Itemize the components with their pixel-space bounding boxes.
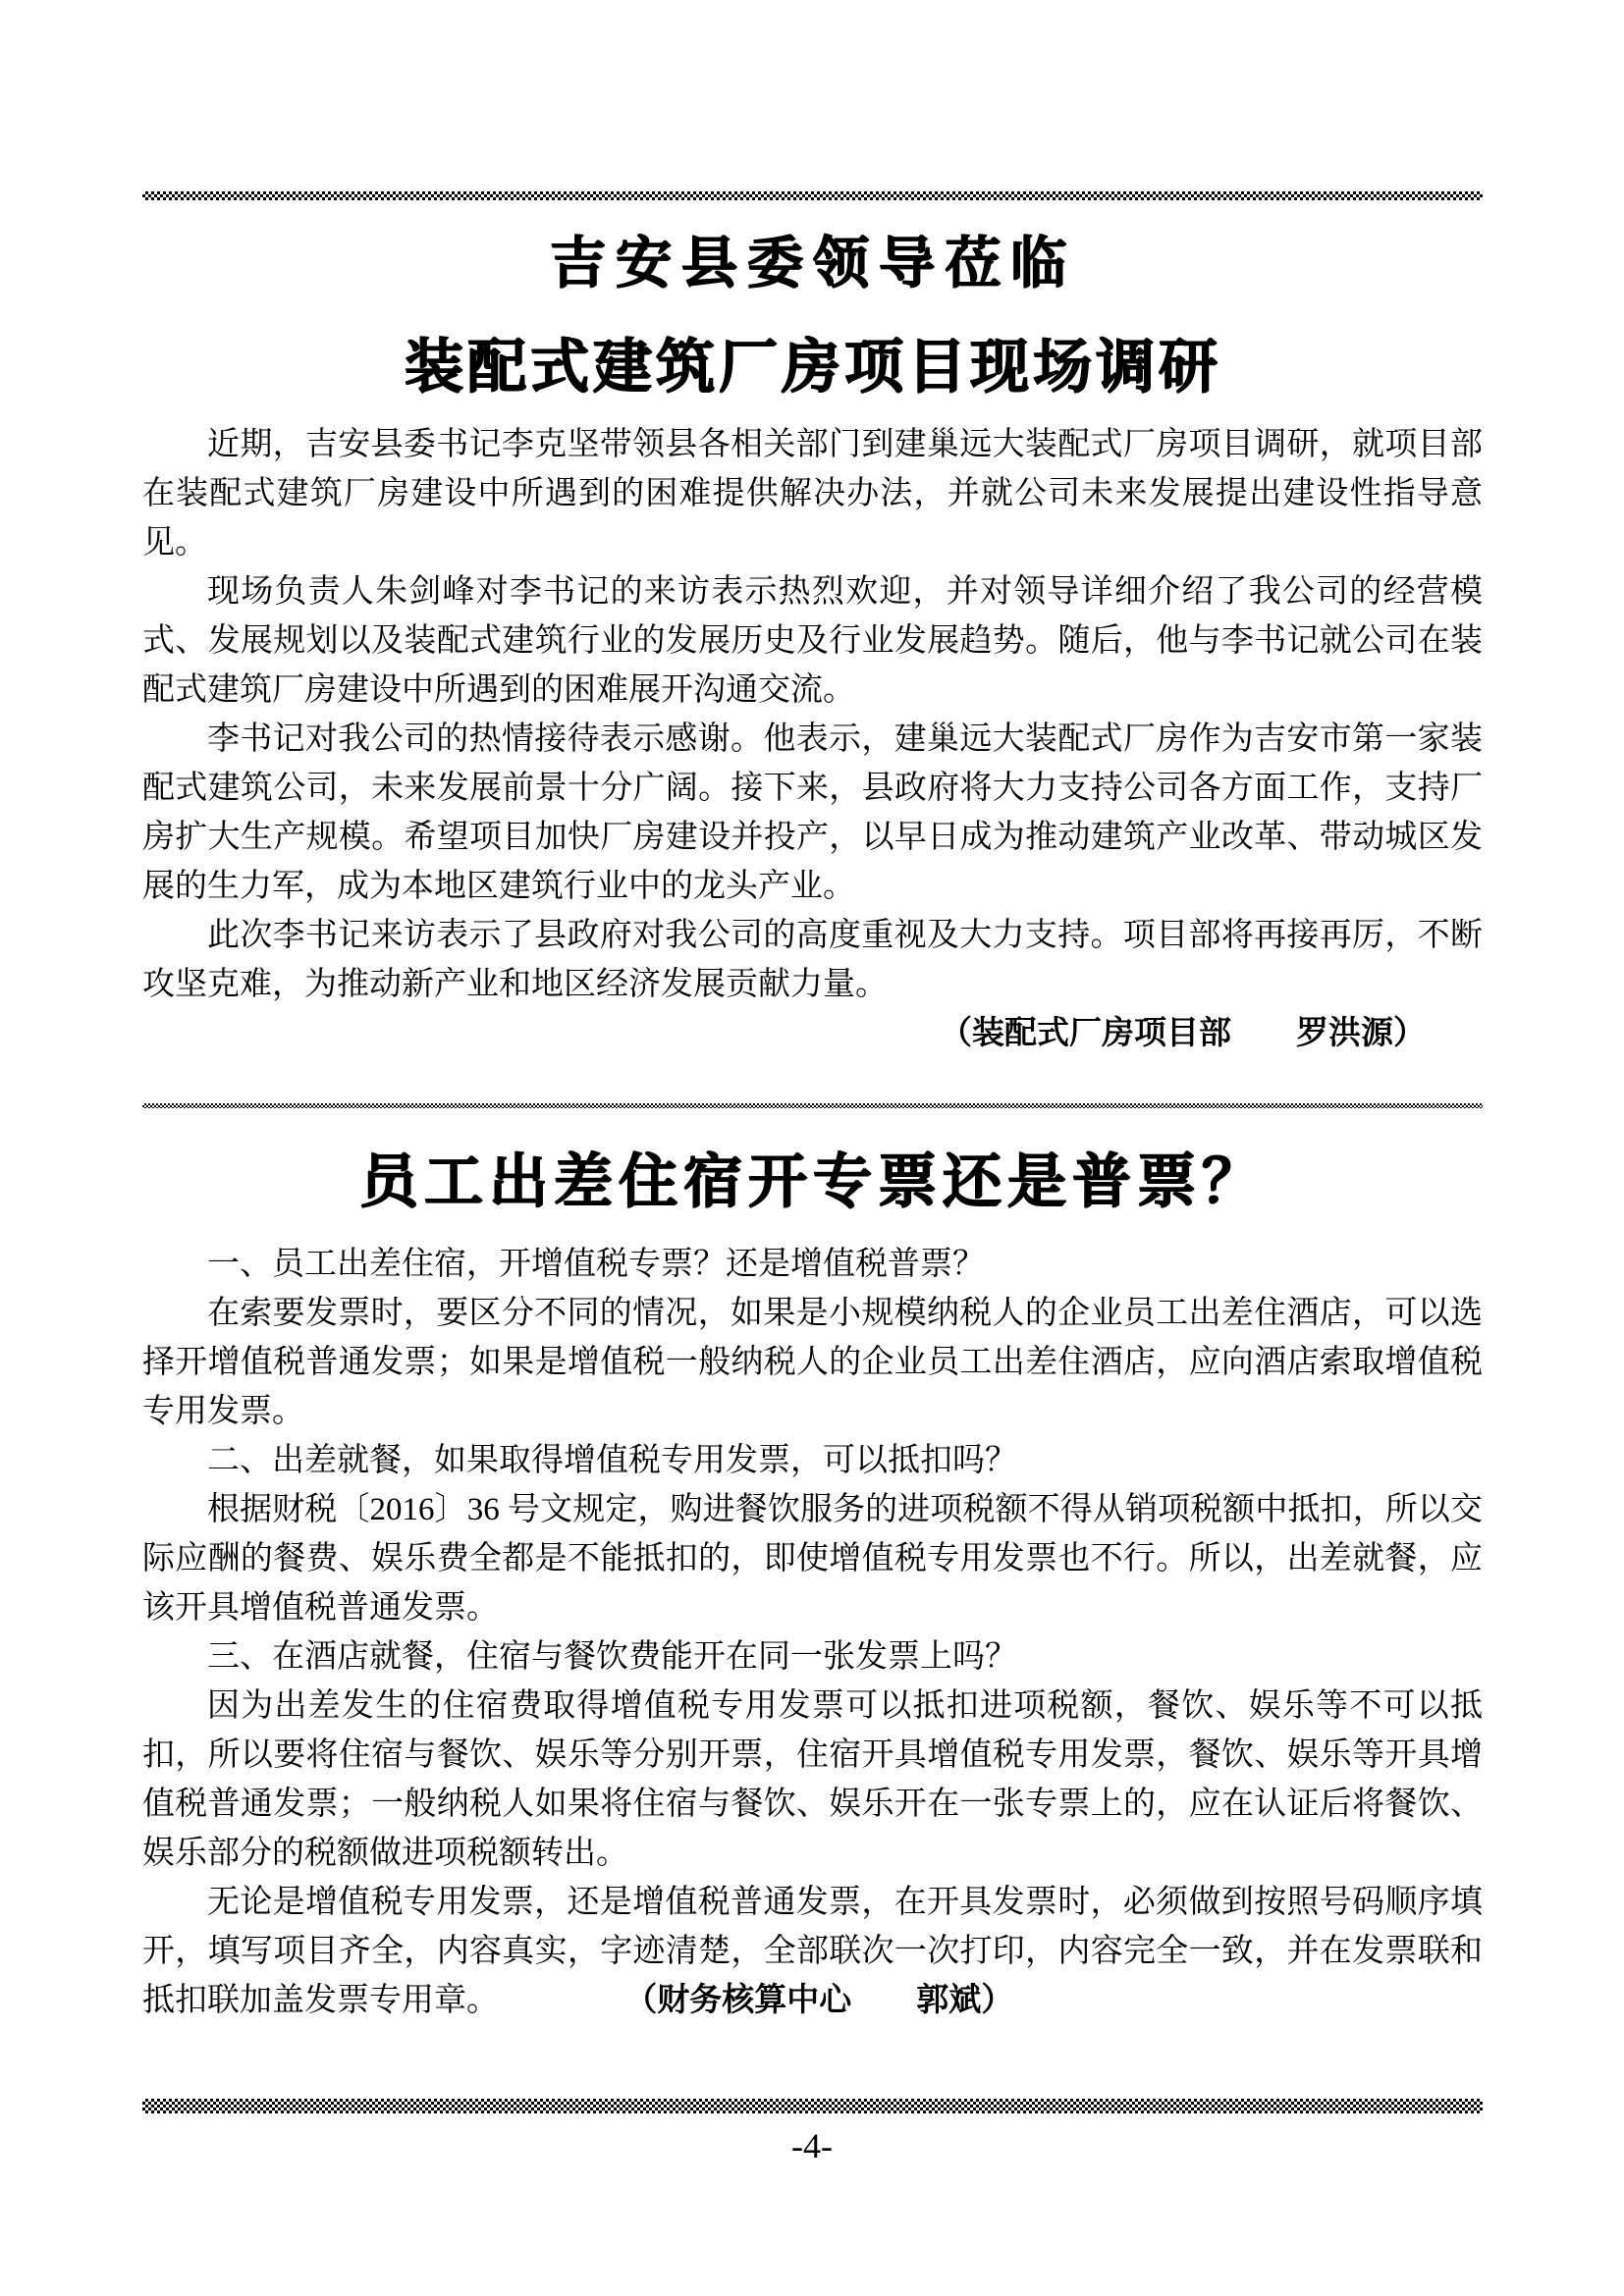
paragraph: 李书记对我公司的热情接待表示感谢。他表示，建巢远大装配式厂房作为吉安市第一家装配式建筑公司，未来发展前景十分广阔。接下来，县政府将大力支持公司各方面工作，支持厂房扩大生产规模。希望项目加快厂房建设并投产，以早日成为推动建筑产业改革、带动城区发展的生力军，成为本地区建筑行业中的龙头产业。	[142, 721, 1483, 904]
article1-body	[142, 420, 1483, 1058]
paragraph: 一、员工出差住宿，开增值税专票？还是增值税普票？	[207, 1247, 985, 1282]
paragraph: 近期，吉安县委书记李克坚带领县各相关部门到建巢远大装配式厂房项目调研，就项目部在装配式建筑厂房建设中所遇到的困难提供解决办法，并就公司未来发展提出建设性指导意见。	[142, 427, 1483, 561]
paragraph: 二、出差就餐，如果取得增值税专用发票，可以抵扣吗？	[207, 1443, 1017, 1478]
article1-title-line2: 装配式建筑厂房项目现场调研	[404, 335, 1221, 400]
page-number: -4-	[791, 2126, 833, 2165]
article2-signature: （财务核算中心 郭斌）	[624, 1983, 1014, 2018]
paragraph: 此次李书记来访表示了县政府对我公司的高度重视及大力支持。项目部将再接再厉，不断攻坚克难，为推动新产业和地区经济发展贡献力量。	[142, 918, 1483, 1002]
bottom-border-rule	[142, 2099, 1483, 2113]
article2-title: 员工出差住宿开专票还是普票？	[358, 1149, 1267, 1214]
paragraph: 现场负责人朱剑峰对李书记的来访表示热烈欢迎，并对领导详细介绍了我公司的经营模式、发展规划以及装配式建筑行业的发展历史及行业发展趋势。随后，他与李书记就公司在装配式建筑厂房建设中所遇到的困难展开沟通交流。	[142, 574, 1483, 708]
article-invoice-qa	[142, 1149, 1483, 2025]
paragraph: 根据财税〔2016〕36 号文规定，购进餐饮服务的进项税额不得从销项税额中抵扣，所以交际应酬的餐费、娱乐费全都是不能抵扣的，即使增值税专用发票也不行。所以，出差就餐，应该开具增值税普通发票。	[142, 1492, 1483, 1626]
article1-title-line1: 吉安县委领导莅临	[549, 233, 1076, 294]
top-border-rule	[142, 191, 1483, 200]
article-leader-visit	[142, 234, 1483, 1058]
paragraph: 在索要发票时，要区分不同的情况，如果是小规模纳税人的企业员工出差住酒店，可以选择开增值税普通发票；如果是增值税一般纳税人的企业员工出差住酒店，应向酒店索取增值税专用发票。	[142, 1296, 1483, 1429]
paragraph-text: 无论是增值税专用发票，还是增值税普通发票，在开具发票时，必须做到按照号码顺序填开，填写项目齐全，内容真实，字迹清楚，全部联次一次打印，内容完全一致，并在发票联和抵扣联加盖发票专用章。	[142, 1885, 1483, 2018]
paragraph: 因为出差发生的住宿费取得增值税专用发票可以抵扣进项税额，餐饮、娱乐等不可以抵扣，所以要将住宿与餐饮、娱乐等分别开票，住宿开具增值税专用发票，餐饮、娱乐等开具增值税普通发票；一般纳税人如果将住宿与餐饮、娱乐开在一张专票上的，应在认证后将餐饮、娱乐部分的税额做进项税额转出。	[142, 1688, 1483, 1871]
article1-signature: （装配式厂房项目部 罗洪源）	[940, 1016, 1426, 1051]
paragraph	[142, 1878, 1483, 2025]
page-content	[142, 200, 1483, 2025]
section-divider-rule	[142, 1103, 1483, 1108]
paragraph: 三、在酒店就餐，住宿与餐饮费能开在同一张发票上吗？	[207, 1639, 1017, 1675]
article2-body	[142, 1240, 1483, 2025]
